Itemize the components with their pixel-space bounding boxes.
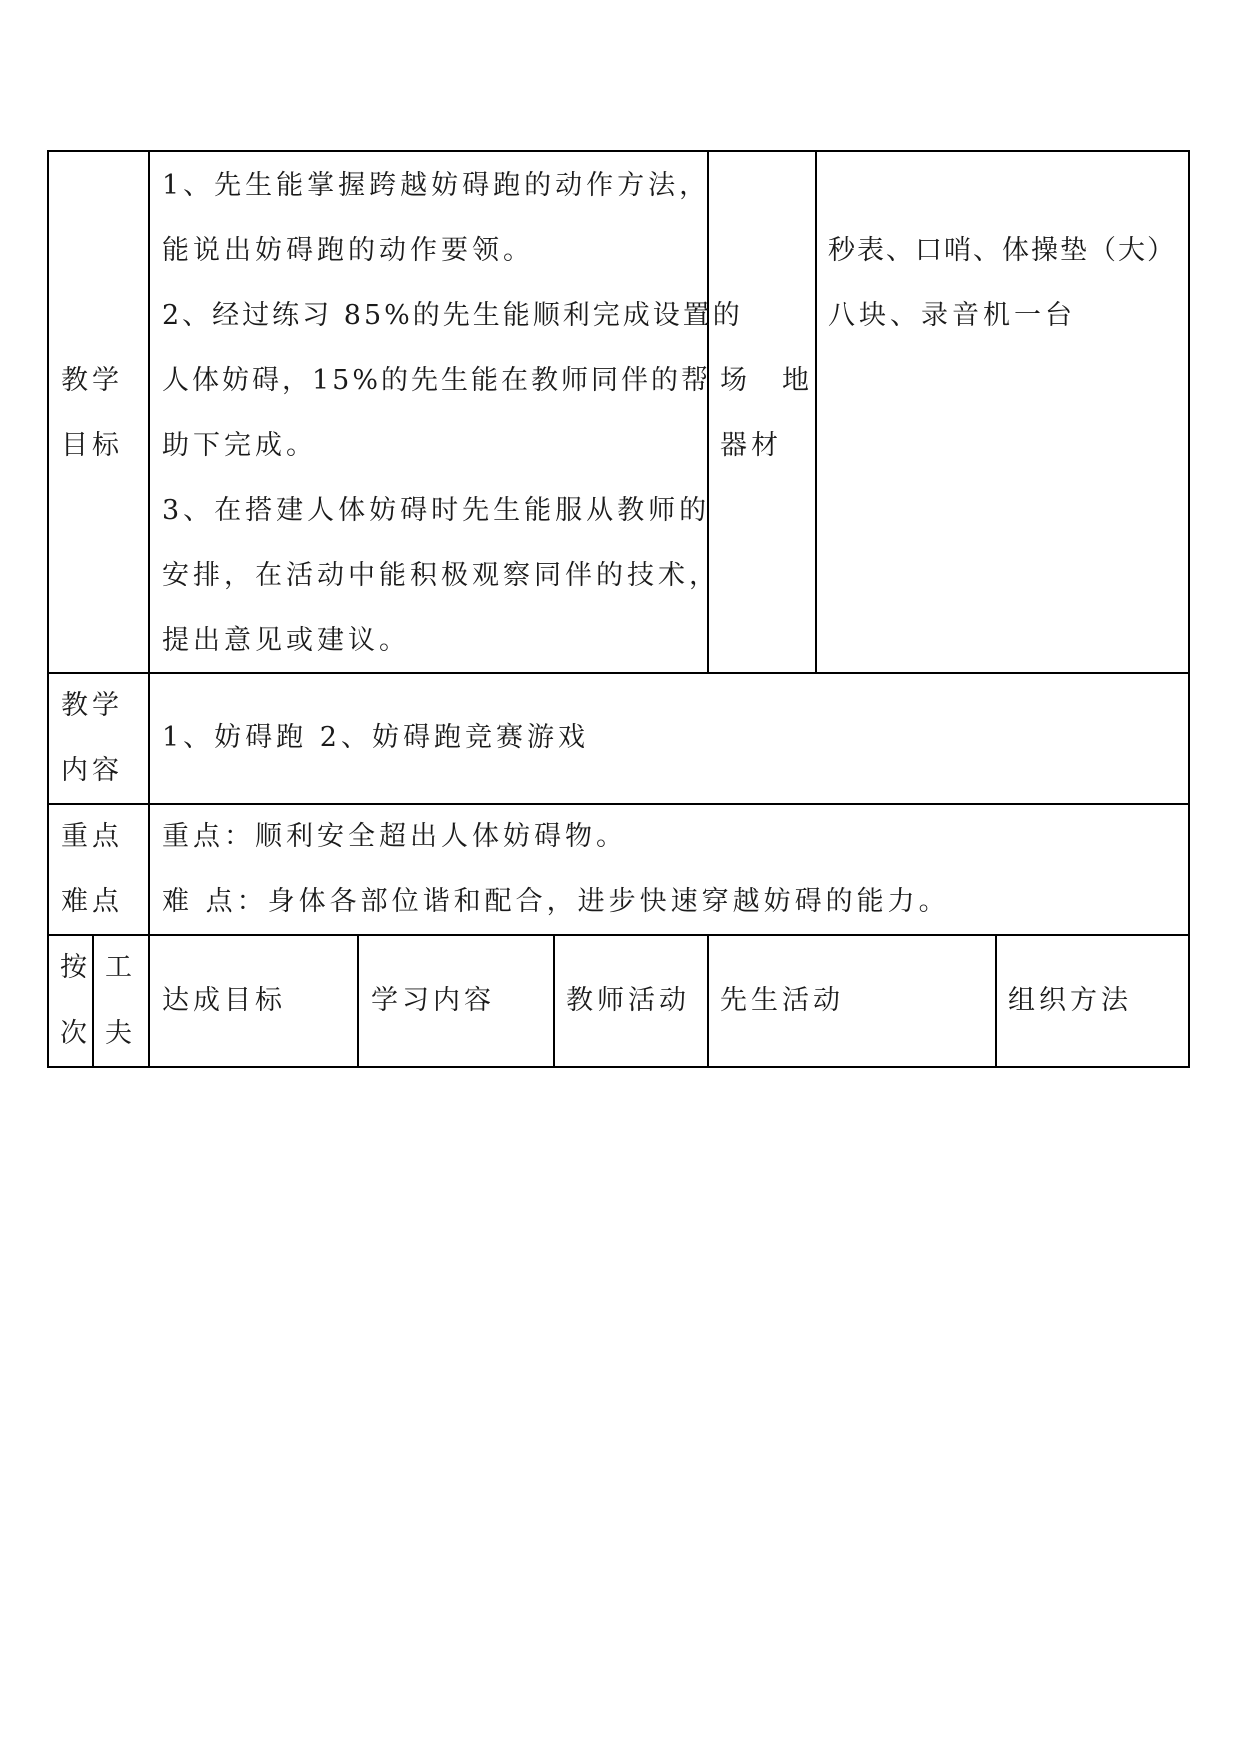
- content-label-line2: 内容: [61, 755, 123, 786]
- objective-line-7: 安排，在活动中能积极观察同伴的技术，: [162, 560, 720, 591]
- header-order-col1-bottom: 次: [60, 1018, 91, 1049]
- header-order-col2-top: 工: [105, 952, 136, 983]
- teacher-student-divider: [707, 934, 709, 1068]
- equipment-label-right-divider: [815, 150, 817, 674]
- objective-line-1: 1、先生能掌握跨越妨碍跑的动作方法，: [162, 170, 711, 201]
- student-method-divider: [995, 934, 997, 1068]
- keypoints-line1: 重点：顺利安全超出人体妨碍物。: [162, 821, 627, 852]
- equipment-line1: 秒表、口哨、体操垫（大）: [828, 235, 1176, 266]
- objective-line-5: 助下完成。: [162, 430, 317, 461]
- header-order-col2-bottom: 夫: [105, 1018, 136, 1049]
- objective-line-2: 能说出妨碍跑的动作要领。: [162, 235, 534, 266]
- table-divider-objectives: [47, 672, 1190, 674]
- table-border-right: [1188, 150, 1190, 1068]
- header-goal: 达成目标: [162, 985, 286, 1016]
- equipment-line2: 八块、录音机一台: [828, 300, 1076, 331]
- content-label-line1: 教学: [61, 690, 123, 721]
- objective-line-4: 人体妨碍，15%的先生能在教师同伴的帮: [162, 365, 712, 396]
- header-study: 学习内容: [371, 985, 495, 1016]
- keypoints-line2: 难 点：身体各部位谐和配合，进步快速穿越妨碍的能力。: [162, 886, 950, 917]
- goal-study-divider: [357, 934, 359, 1068]
- table-border-bottom: [47, 1066, 1190, 1068]
- objective-line-6: 3、在搭建人体妨碍时先生能服从教师的: [162, 495, 711, 526]
- table-divider-content: [47, 803, 1190, 805]
- keypoints-label-line2: 难点: [61, 886, 123, 917]
- table-border-top: [47, 150, 1190, 152]
- equipment-label-line2: 器材: [720, 430, 782, 461]
- keypoints-label-line1: 重点: [61, 821, 123, 852]
- table-divider-keypoints: [47, 934, 1190, 936]
- header-method: 组织方法: [1008, 985, 1132, 1016]
- order-col-divider: [92, 934, 94, 1068]
- objective-line-8: 提出意见或建议。: [162, 625, 410, 656]
- content-text: 1、妨碍跑 2、妨碍跑竞赛游戏: [162, 722, 589, 753]
- header-student: 先生活动: [720, 985, 844, 1016]
- objective-line-3: 2、经过练习 85%的先生能顺利完成设置的: [162, 300, 743, 331]
- equipment-label-left-divider: [707, 150, 709, 674]
- header-teacher: 教师活动: [566, 985, 690, 1016]
- objectives-label-line2: 目标: [61, 430, 123, 461]
- objectives-label-line1: 教学: [61, 365, 123, 396]
- table-border-left: [47, 150, 49, 1068]
- label-column-divider: [148, 150, 150, 1068]
- study-teacher-divider: [553, 934, 555, 1068]
- header-order-col1-top: 按: [60, 952, 91, 983]
- equipment-label-line1: 场 地: [720, 365, 813, 396]
